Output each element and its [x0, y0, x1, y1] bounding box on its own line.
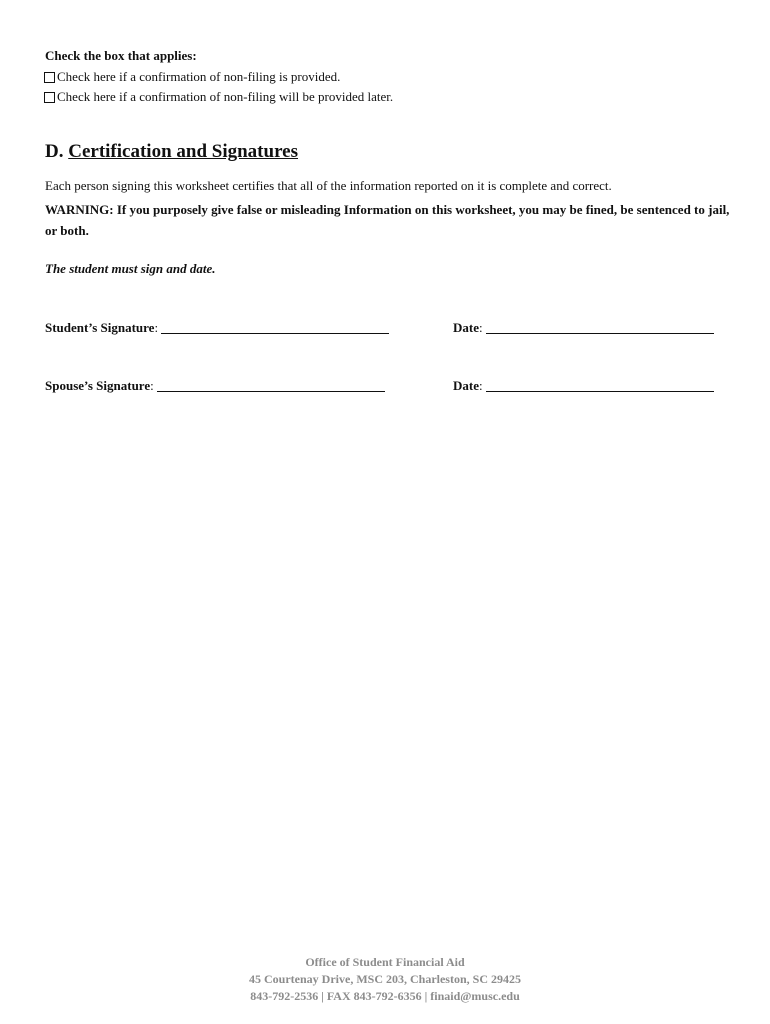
- checkbox[interactable]: [44, 92, 55, 103]
- checkbox-label: Check here if a confirmation of non-filing is provided.: [57, 69, 341, 84]
- date-label: Date: [453, 378, 479, 393]
- colon: :: [479, 320, 483, 335]
- certification-text: Each person signing this worksheet certifies that all of the information reported on it is complete and correct.: [45, 178, 612, 193]
- spouse-date-row: [453, 378, 714, 394]
- date-label: Date: [453, 320, 479, 335]
- colon: :: [150, 378, 154, 393]
- checkbox-option-provided[interactable]: [44, 69, 340, 85]
- spouse-date-field[interactable]: [486, 379, 714, 392]
- spouse-signature-field[interactable]: [157, 379, 385, 392]
- checkbox-section-heading: Check the box that applies:: [45, 48, 197, 63]
- footer-address: 45 Courtenay Drive, MSC 203, Charleston, SC 29425: [249, 972, 521, 986]
- spouse-signature-label: Spouse’s Signature: [45, 378, 151, 393]
- spouse-signature-row: [45, 378, 385, 394]
- colon: :: [154, 320, 159, 335]
- checkbox[interactable]: [44, 72, 55, 83]
- signing-instruction: The student must sign and date.: [45, 261, 216, 276]
- section-title: [45, 141, 298, 163]
- student-date-row: [453, 320, 714, 336]
- student-signature-field[interactable]: [161, 321, 389, 334]
- checkbox-option-later[interactable]: [44, 89, 393, 105]
- colon: :: [479, 378, 483, 393]
- footer-office: Office of Student Financial Aid: [305, 955, 465, 969]
- footer-contact: 843-792-2536 | FAX 843-792-6356 | finaid@musc.edu: [250, 989, 520, 1003]
- student-signature-label: Student’s Signature: [45, 320, 155, 335]
- checkbox-label: Check here if a confirmation of non-filing will be provided later.: [57, 89, 394, 104]
- student-date-field[interactable]: [486, 321, 714, 334]
- warning-text: WARNING: If you purposely give false or misleading Information on this worksheet, you may be fined, be sentenced to jail, or both.: [45, 202, 730, 238]
- section-letter: D.: [45, 141, 64, 162]
- section-title-text: Certification and Signatures: [68, 141, 298, 162]
- student-signature-row: [45, 320, 389, 336]
